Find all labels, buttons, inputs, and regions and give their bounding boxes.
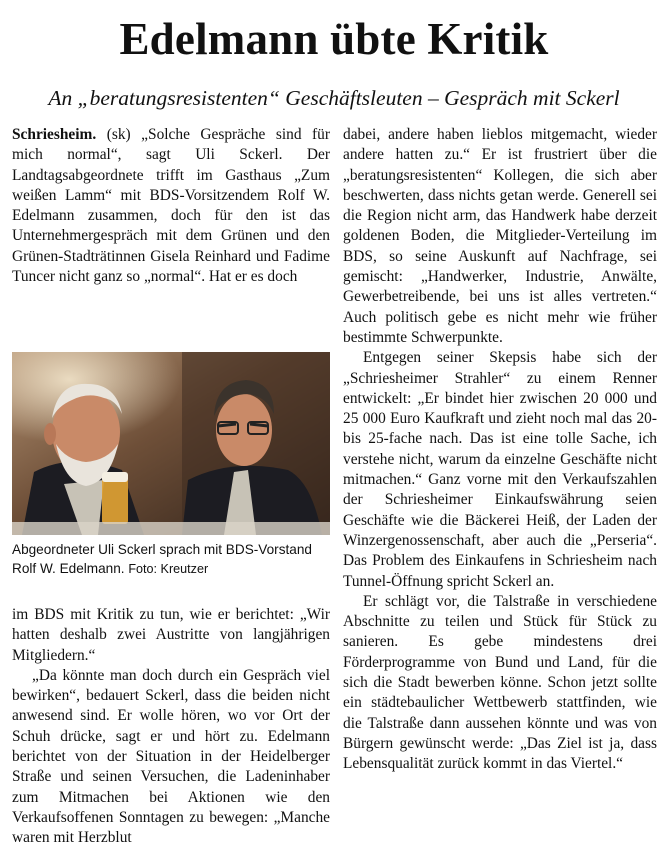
intro-text: (sk) „Solche Gespräche sind für mich normal“, sagt Uli Sckerl. Der Landtagsabgeordnete trifft im Gasthaus „Zum weißen Lamm“ mit BDS-Vorsitzendem Rolf W. Edelmann zusammen, doch für den ist das Unternehmergespräch mit dem Grünen und den Grünen-Stadträtinnen Gisela Reinhard und Fadime Tuncer nicht ganz so „normal“. Hat er es doch (12, 126, 330, 286)
paragraph: Entgegen seiner Skepsis habe sich der „Schriesheimer Strahler“ zu einem Renner entwickelt: „Er bindet hier zwischen 20 000 und 25 000 Euro Kaufkraft und zieht noch mal das 20- bis 25-fache nach. Das ist eine tolle Sache, ich verstehe nicht, warum da einzelne Geschäfte nicht mitmachen.“ Ganz vorne mit den Verkaufszahlen der Schriesheimer Einkaufswährung seien Geschäfte wie die Bäckerei Heiß, der Laden der Winzergenossenschaft, aber auch die „Perseria“. Das Problem des Einkaufens in Schriesheim nach Tunnel-Öffnung spricht Sckerl an. (343, 349, 657, 590)
beer-glass (102, 472, 128, 524)
photo-illustration (12, 352, 330, 535)
article-column-1-bottom (12, 605, 330, 849)
paragraph: „Da könnte man doch durch ein Gespräch viel bewirken“, bedauert Sckerl, dass die beiden nicht anwesend sind. Er wolle hören, wo vor Ort der Schuh drücke, sagt er und hört zu. Edelmann berichtet von der Situation in der Heidelberger Straße und seinen Versuchen, die Ladeninhaber zum Mitmachen bei Aktionen wie den Verkaufsoffenen Sonntagen zu bewegen: „Manche waren mit Herzblut (12, 666, 330, 847)
photo-credit: Foto: Kreutzer (128, 562, 209, 576)
subheadline: An „beratungsresistenten“ Geschäftsleuten – Gespräch mit Sckerl (48, 86, 620, 110)
photo-caption (12, 540, 330, 579)
article-photo (12, 352, 330, 535)
table-edge (12, 522, 330, 535)
headline: Edelmann übte Kritik (119, 14, 549, 64)
paragraph: im BDS mit Kritik zu tun, wie er berichtet: „Wir hatten deshalb zwei Austritte von langjährigen Mitgliedern.“ (12, 606, 330, 664)
paragraph-intro (12, 125, 330, 287)
article-column-1-top (12, 125, 330, 287)
caption-text: Abgeordneter Uli Sckerl sprach mit BDS-Vorstand Rolf W. Edelmann. (12, 542, 312, 576)
paragraph: dabei, andere haben lieblos mitgemacht, wieder andere hatten zu.“ Er ist frustriert über die „beratungsresistenten“ Kollegen, die sich aber beschwerten, dass nichts getan werde. Generell sei die Region nicht arm, das Handwerk habe derzeit goldenen Boden, die Mitglieder-Verteilung im BDS, so seine Auskunft auf Nachfrage, sei gemischt: „Handwerker, Industrie, Anwälte, Gewerbetreibende, bei uns ist alles vertreten.“ Auch politisch gebe es nicht mehr wie früher bestimmte Schwerpunkte. (343, 126, 657, 346)
article-column-2 (343, 125, 657, 775)
dateline: Schriesheim. (12, 126, 97, 143)
paragraph: Er schlägt vor, die Talstraße in verschiedene Abschnitte zu teilen und Stück für Stück zu sanieren. Es gebe mindestens drei Förderprogramme von Bund und Land, für die sich die Stadt bewerben könne. Schon jetzt sollte ein städtebaulicher Wettbewerb stattfinden, wie die Talstraße dann aussehen könnte und was von Bürgern gewünscht werde: „Das Ziel ist ja, dass Lebensqualität zurück kommt in das Viertel.“ (343, 592, 657, 773)
